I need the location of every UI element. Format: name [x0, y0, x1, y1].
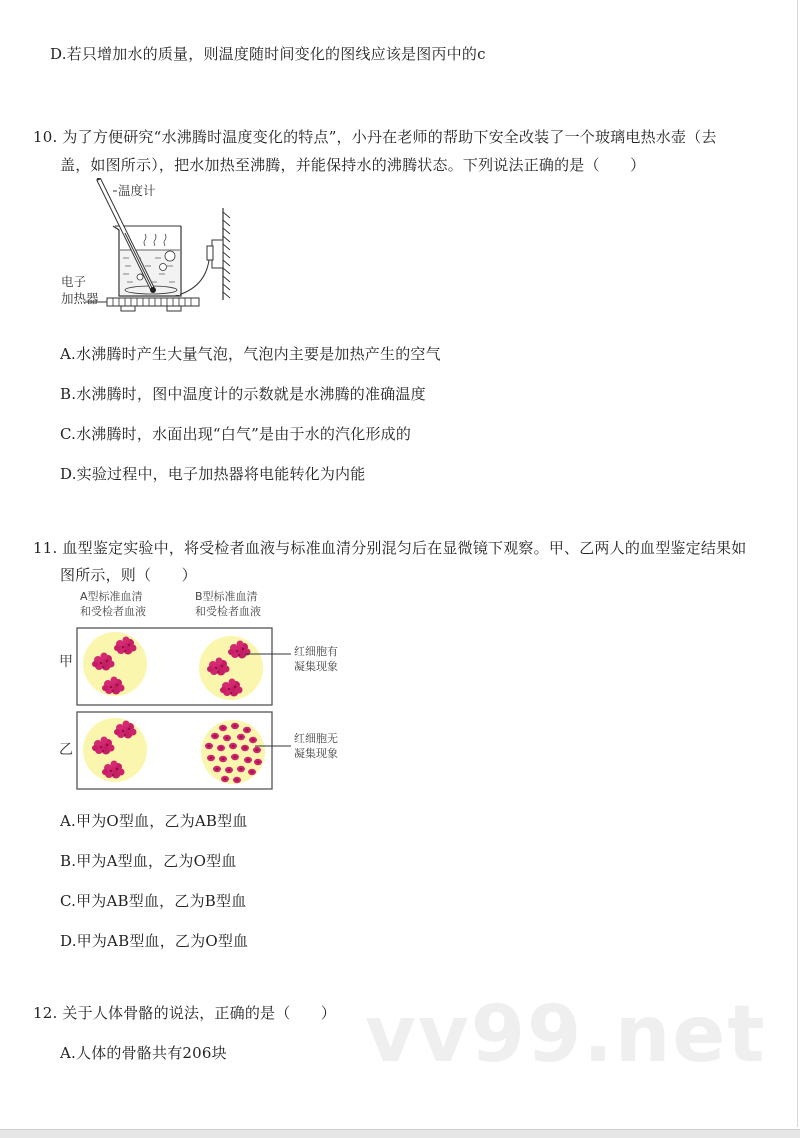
col-b-label-line2: 和受检者血液	[195, 605, 261, 618]
thermometer-label: 温度计	[118, 183, 156, 198]
q11-option-c: C.甲为AB型血，乙为B型血	[60, 892, 247, 910]
q10-option-c: C.水沸腾时，水面出现“白气”是由于水的汽化形成的	[60, 425, 412, 443]
col-a-label-line1: A型标准血清	[80, 590, 143, 603]
blood-typing-slides-icon	[55, 588, 355, 793]
q11-option-b: B.甲为A型血，乙为O型血	[60, 852, 237, 870]
q11-option-a: A.甲为O型血，乙为AB型血	[60, 812, 248, 830]
note-agglutination-no-line1: 红细胞无	[294, 732, 338, 745]
q12-option-a: A.人体的骨骼共有206块	[60, 1044, 227, 1062]
row-label-jia: 甲	[59, 654, 73, 670]
q10-option-b: B.水沸腾时，图中温度计的示数就是水沸腾的准确温度	[60, 385, 426, 403]
q10-option-a: A.水沸腾时产生大量气泡，气泡内主要是加热产生的空气	[60, 345, 441, 363]
q11-option-d: D.甲为AB型血，乙为O型血	[60, 932, 249, 950]
note-agglutination-yes-line1: 红细胞有	[294, 645, 338, 658]
q11-stem-line2: 图所示，则（ ）	[60, 566, 197, 584]
q11-stem-line1: 11. 血型鉴定实验中，将受检者血液与标准血清分别混匀后在显微镜下观察。甲、乙两人的血型鉴定结果如	[33, 539, 747, 557]
heater-label-line1: 电子	[61, 274, 87, 289]
q10-option-d: D.实验过程中，电子加热器将电能转化为内能	[60, 465, 366, 483]
row-label-yi: 乙	[59, 742, 73, 758]
note-agglutination-yes-line2: 凝集现象	[294, 660, 338, 673]
q10-stem-line1: 10. 为了方便研究“水沸腾时温度变化的特点”，小丹在老师的帮助下安全改装了一个玻璃电热水壶（去	[33, 128, 717, 146]
q9-option-d: D.若只增加水的质量，则温度随时间变化的图线应该是图丙中的c	[50, 45, 486, 63]
col-b-label-line1: B型标准血清	[195, 590, 258, 603]
q11-figure-blood-typing	[55, 588, 355, 793]
col-a-label-line2: 和受检者血液	[80, 605, 146, 618]
watermark: vv99.net	[365, 990, 767, 1080]
heater-label-line2: 加热器	[61, 291, 99, 306]
note-agglutination-no-line2: 凝集现象	[294, 747, 338, 760]
q10-stem-line2: 盖，如图所示），把水加热至沸腾，并能保持水的沸腾状态。下列说法正确的是（ ）	[60, 156, 646, 174]
q10-figure-kettle	[55, 178, 255, 323]
q12-stem: 12. 关于人体骨骼的说法，正确的是（ ）	[33, 1004, 337, 1022]
